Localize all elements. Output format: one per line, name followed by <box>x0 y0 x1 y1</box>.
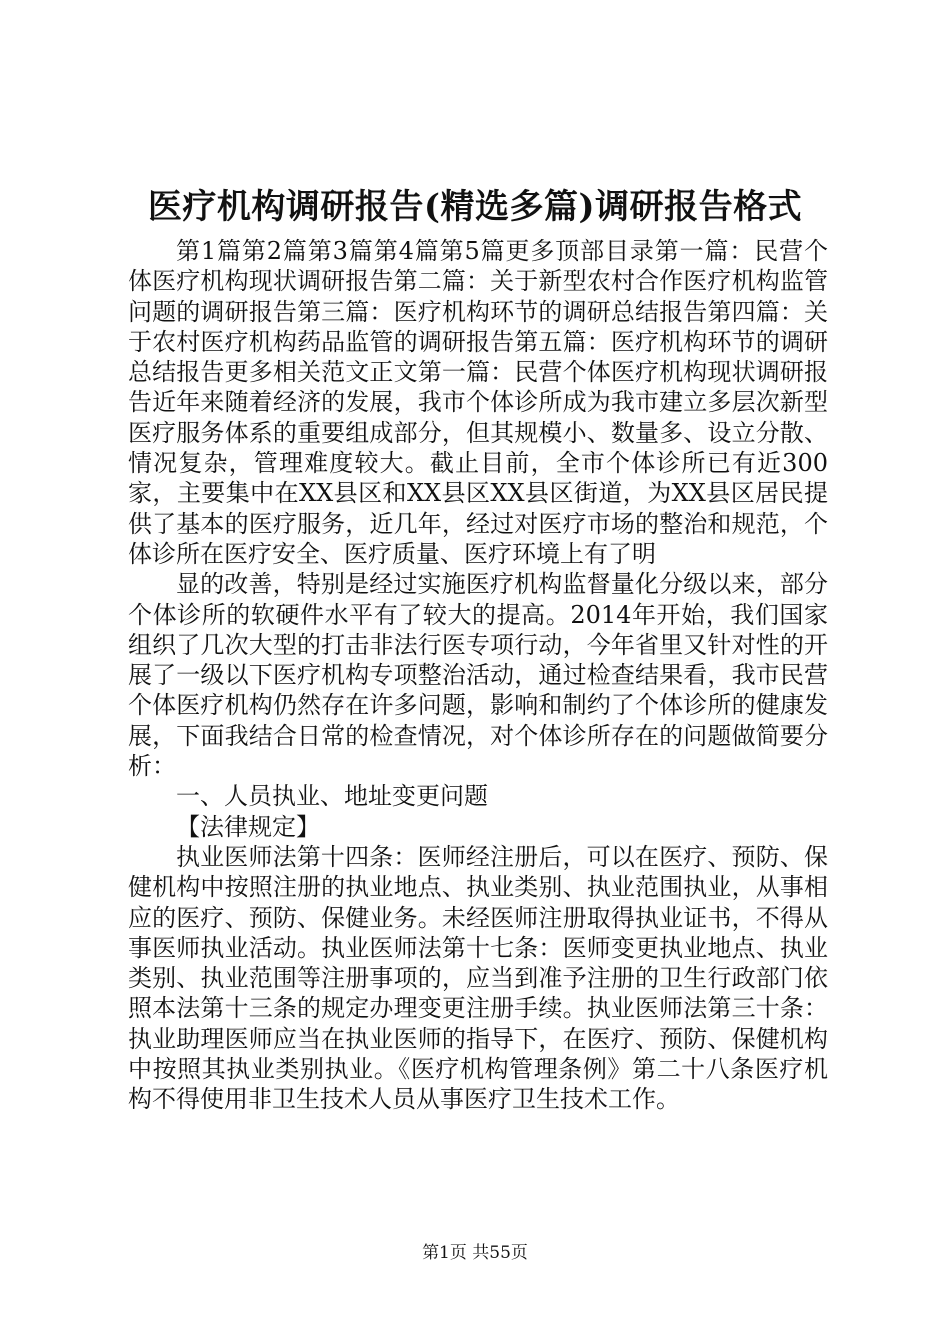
page-footer: 第1页 共55页 <box>422 1243 528 1263</box>
paragraph-intro: 第1篇第2篇第3篇第4篇第5篇更多顶部目录第一篇：民营个体医疗机构现状调研报告第二篇：关于新型农村合作医疗机构监管问题的调研报告第三篇：医疗机构环节的调研总结报告第四篇：关于农村医疗机构药品监管的调研报告第五篇：医疗机构环节的调研总结报告更多相关范文正文第一篇：民营个体医疗机构现状调研报告近年来随着经济的发展，我市个体诊所成为我市建立多层次新型医疗服务体系的重要组成部分，但其规模小、数量多、设立分散、情况复杂，管理难度较大。截止目前，全市个体诊所已有近300家，主要集中在XX县区和XX县区XX县区街道，为XX县区居民提供了基本的医疗服务，近几年，经过对医疗市场的整治和规范，个体诊所在医疗安全、医疗质量、医疗环境上有了明 <box>128 237 828 568</box>
subsection-heading: 【法律规定】 <box>176 812 320 841</box>
document-body <box>128 236 828 1115</box>
section-heading: 一、人员执业、地址变更问题 <box>176 782 488 811</box>
paragraph-analysis: 显的改善，特别是经过实施医疗机构监督量化分级以来，部分个体诊所的软硬件水平有了较大的提高。2014年开始，我们国家组织了几次大型的打击非法行医专项行动，今年省里又针对性的开展了一级以下医疗机构专项整治活动，通过检查结果看，我市民营个体医疗机构仍然存在许多问题，影响和制约了个体诊所的健康发展，下面我结合日常的检查情况，对个体诊所存在的问题做简要分析： <box>128 570 828 781</box>
document-title: 医疗机构调研报告(精选多篇)调研报告格式 <box>147 187 803 227</box>
paragraph-law: 执业医师法第十四条：医师经注册后，可以在医疗、预防、保健机构中按照注册的执业地点、执业类别、执业范围执业，从事相应的医疗、预防、保健业务。未经医师注册取得执业证书，不得从事医师执业活动。执业医师法第十七条：医师变更执业地点、执业类别、执业范围等注册事项的，应当到准予注册的卫生行政部门依照本法第十三条的规定办理变更注册手续。执业医师法第三十条：执业助理医师应当在执业医师的指导下，在医疗、预防、保健机构中按照其执业类别执业。《医疗机构管理条例》第二十八条医疗机构不得使用非卫生技术人员从事医疗卫生技术工作。 <box>128 842 828 1114</box>
